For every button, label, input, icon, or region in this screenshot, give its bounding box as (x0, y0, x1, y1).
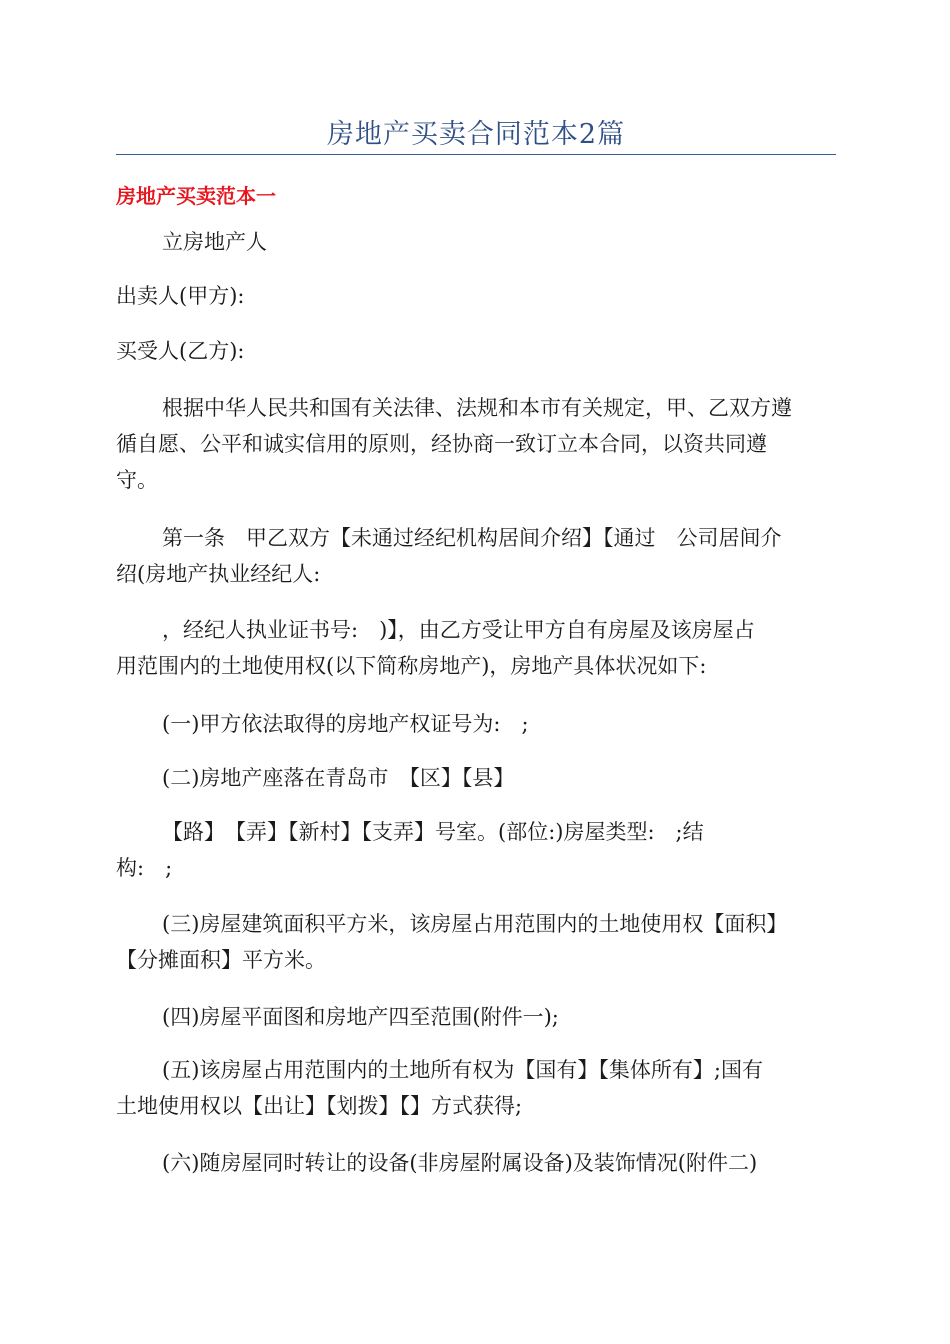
paragraph-line: 【分摊面积】平方米。 (116, 948, 326, 972)
paragraph-line: (二)房地产座落在青岛市 【区】【县】 (162, 766, 515, 790)
paragraph-line: 绍(房地产执业经纪人: (116, 562, 321, 586)
paragraph-line: 【路】 【弄】【新村】【支弄】号室。(部位:)房屋类型: ;结 (162, 820, 704, 844)
paragraph-line: 土地使用权以【出让】【划拨】【】方式获得; (116, 1094, 523, 1118)
paragraph-line: 第一条 甲乙双方【未通过经纪机构居间介绍】【通过 公司居间介 (162, 526, 782, 550)
paragraph-line: (六)随房屋同时转让的设备(非房屋附属设备)及装饰情况(附件二) (162, 1151, 758, 1175)
paragraph-article-one (116, 520, 836, 592)
paragraph-line: 买受人(乙方): (116, 339, 245, 363)
title-divider (116, 154, 836, 155)
paragraph-line: ，经纪人执业证书号: )】，由乙方受让甲方自有房屋及该房屋占 (162, 618, 755, 642)
paragraph-buyer (116, 333, 836, 369)
paragraph-item-2 (116, 760, 836, 796)
paragraph-line: 用范围内的土地使用权(以下简称房地产)，房地产具体状况如下: (116, 654, 707, 678)
paragraph-line: 循自愿、公平和诚实信用的原则，经协商一致订立本合同，以资共同遵 (116, 432, 767, 456)
paragraph-address (116, 814, 836, 886)
paragraph-item-4 (116, 999, 836, 1035)
document-title: 房地产买卖合同范本2篇 (326, 119, 626, 150)
paragraph-line: (四)房屋平面图和房地产四至范围(附件一); (162, 1005, 559, 1029)
paragraph-line: (五)该房屋占用范围内的土地所有权为【国有】【集体所有】;国有 (162, 1058, 763, 1082)
paragraph-agent-license (116, 612, 836, 684)
paragraph-line: 出卖人(甲方): (116, 284, 245, 308)
paragraph-line: (三)房屋建筑面积平方米，该房屋占用范围内的土地使用权【面积】 (162, 912, 788, 936)
paragraph-line: 根据中华人民共和国有关法律、法规和本市有关规定，甲、乙双方遵 (162, 396, 792, 420)
paragraph-drafter (116, 224, 836, 260)
paragraph-line: 构: ; (116, 856, 173, 880)
section-heading: 房地产买卖范本一 (116, 184, 276, 208)
paragraph-item-1 (116, 706, 836, 742)
paragraph-item-5 (116, 1052, 836, 1124)
paragraph-item-3 (116, 906, 836, 978)
paragraph-line: (一)甲方依法取得的房地产权证号为: ; (162, 712, 529, 736)
paragraph-preamble (116, 390, 836, 498)
paragraph-seller (116, 278, 836, 314)
paragraph-line: 守。 (116, 468, 158, 492)
paragraph-line: 立房地产人 (162, 230, 267, 254)
paragraph-item-6 (116, 1145, 836, 1181)
